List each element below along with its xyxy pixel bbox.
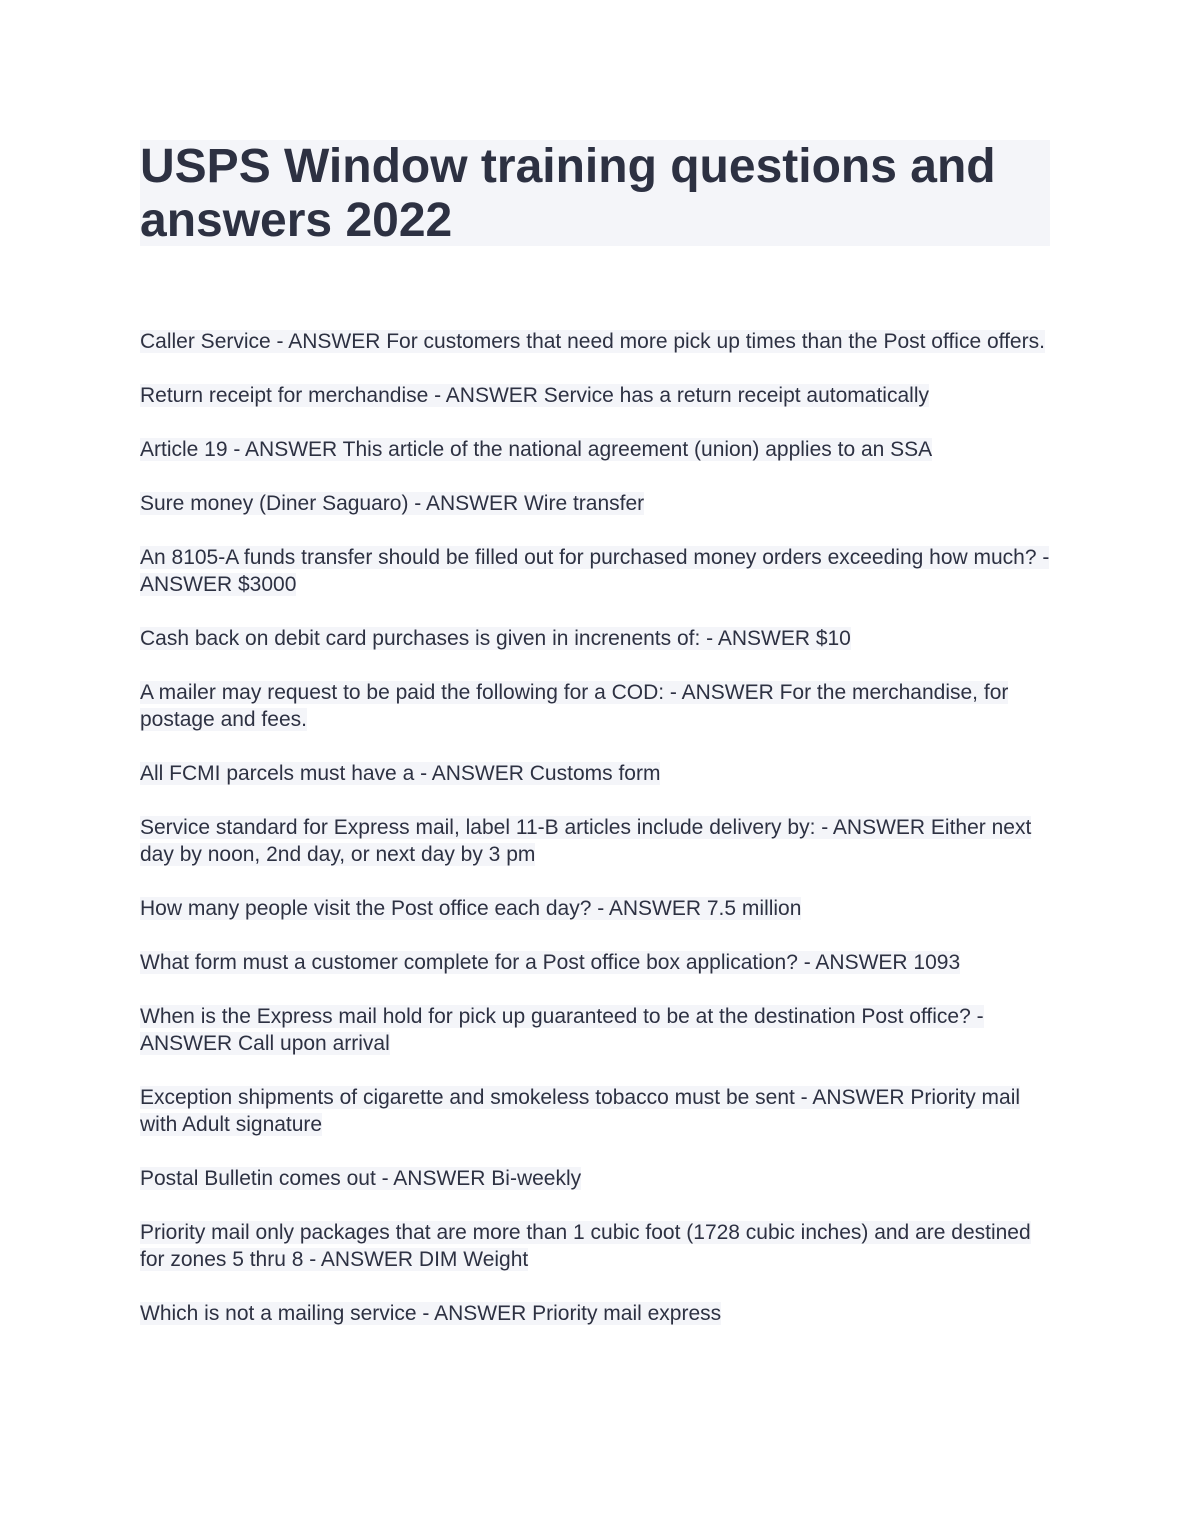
qa-text: Priority mail only packages that are more than 1 cubic foot (1728 cubic inches) and are destined for zones 5 thru 8 - ANSWER DIM Weight (140, 1221, 1031, 1271)
qa-item (140, 814, 1050, 868)
qa-text: Which is not a mailing service - ANSWER Priority mail express (140, 1302, 722, 1325)
qa-item (140, 679, 1050, 733)
qa-item (140, 328, 1050, 355)
qa-list (140, 328, 1050, 1354)
qa-item (140, 1084, 1050, 1138)
qa-text: An 8105-A funds transfer should be filled out for purchased money orders exceeding how much? - ANSWER $3000 (140, 546, 1050, 596)
qa-item (140, 1003, 1050, 1057)
qa-text: What form must a customer complete for a Post office box application? - ANSWER 1093 (140, 951, 961, 974)
qa-item (140, 895, 1050, 922)
qa-text: Sure money (Diner Saguaro) - ANSWER Wire transfer (140, 492, 645, 515)
qa-item (140, 1219, 1050, 1273)
qa-item (140, 1165, 1050, 1192)
qa-text: Postal Bulletin comes out - ANSWER Bi-weekly (140, 1167, 582, 1190)
qa-text: A mailer may request to be paid the following for a COD: - ANSWER For the merchandise, for postage and fees. (140, 681, 1009, 731)
qa-text: Article 19 - ANSWER This article of the national agreement (union) applies to an SSA (140, 438, 933, 461)
qa-item (140, 490, 1050, 517)
qa-text: Cash back on debit card purchases is given in increnents of: - ANSWER $10 (140, 627, 851, 650)
title-block (140, 140, 1050, 246)
page-title: USPS Window training questions and answers 2022 (140, 140, 996, 247)
qa-item (140, 949, 1050, 976)
qa-item (140, 436, 1050, 463)
qa-text: When is the Express mail hold for pick up guaranteed to be at the destination Post office? - ANSWER Call upon arrival (140, 1005, 984, 1055)
qa-text: Return receipt for merchandise - ANSWER Service has a return receipt automatically (140, 384, 929, 407)
qa-item (140, 1300, 1050, 1327)
qa-text: How many people visit the Post office each day? - ANSWER 7.5 million (140, 897, 802, 920)
qa-text: Exception shipments of cigarette and smokeless tobacco must be sent - ANSWER Priority mail with Adult signature (140, 1086, 1021, 1136)
qa-text: Caller Service - ANSWER For customers that need more pick up times than the Post office offers. (140, 330, 1045, 353)
qa-item (140, 625, 1050, 652)
qa-item (140, 760, 1050, 787)
qa-item (140, 382, 1050, 409)
qa-item (140, 544, 1050, 598)
qa-text: All FCMI parcels must have a - ANSWER Customs form (140, 762, 661, 785)
qa-text: Service standard for Express mail, label 11-B articles include delivery by: - ANSWER Either next day by noon, 2nd day, or next day by 3 pm (140, 816, 1032, 866)
